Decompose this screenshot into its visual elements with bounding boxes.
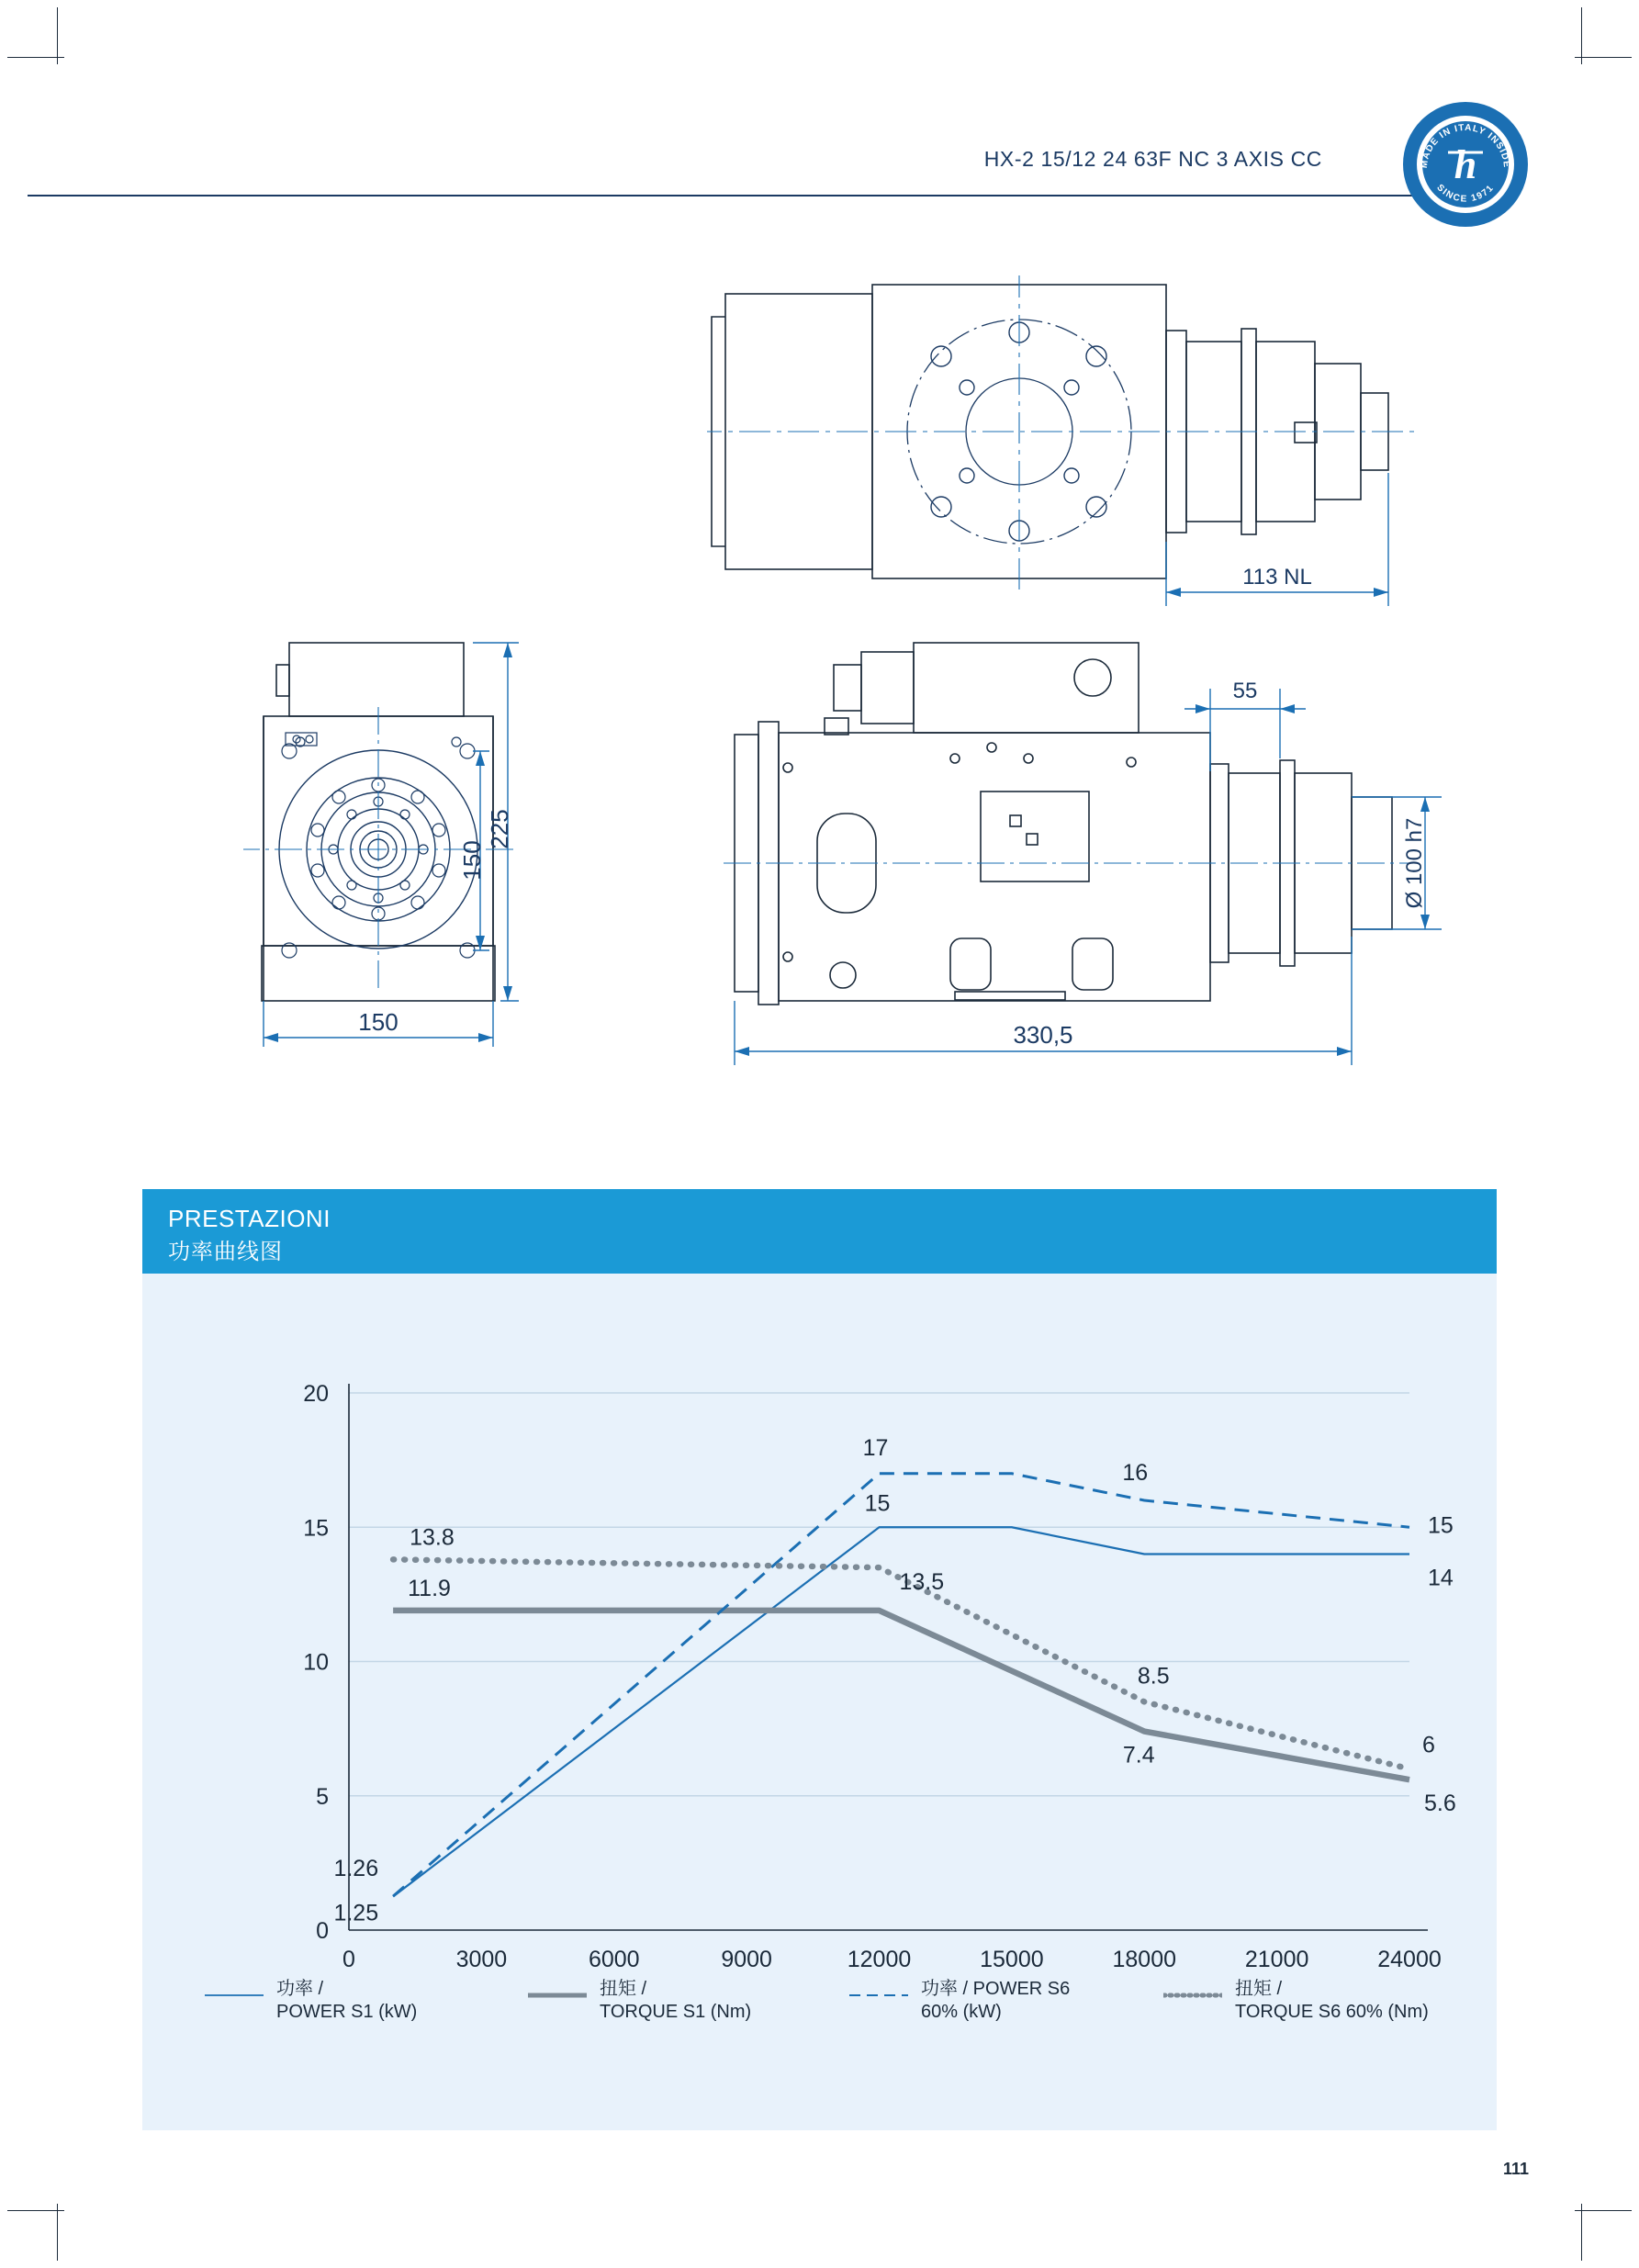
crop-mark: [57, 2204, 58, 2261]
data-label: 5.6: [1424, 1791, 1456, 1817]
legend-label-torque-s6: 扭矩 / TORQUE S6 60% (Nm): [1235, 1979, 1429, 2022]
crop-mark: [1581, 2204, 1582, 2261]
legend-swatch-power-s1: [205, 1993, 264, 1998]
data-label: 6: [1422, 1732, 1435, 1758]
legend-swatch-torque-s1: [528, 1993, 587, 1998]
data-label: 17: [862, 1434, 889, 1461]
dim-330-5: 330,5: [1013, 1021, 1073, 1049]
crop-mark: [7, 2210, 64, 2211]
legend-label-power-s6: 功率 / POWER S6 60% (kW): [921, 1979, 1071, 2022]
page-number: 111: [1502, 2160, 1529, 2178]
crop-mark: [1581, 7, 1582, 64]
dim-113nl: 113 NL: [1242, 565, 1312, 589]
header-divider: [28, 195, 1423, 196]
x-axis-tick-label: 24000: [1377, 1947, 1442, 1972]
x-axis-tick-label: 15000: [980, 1947, 1044, 1972]
series-line-dashed: [393, 1474, 1409, 1896]
x-axis-tick-label: 9000: [721, 1947, 772, 1972]
drawing-front-view: [243, 634, 675, 1120]
crop-mark: [57, 7, 58, 64]
y-axis-tick-label: 10: [303, 1649, 329, 1676]
data-label: 13.5: [899, 1569, 945, 1596]
y-axis-tick-label: 15: [303, 1515, 329, 1542]
x-axis-tick-label: 18000: [1112, 1947, 1177, 1972]
y-axis-tick-label: 20: [303, 1381, 329, 1407]
crop-mark: [1575, 2210, 1632, 2211]
x-axis-tick-label: 21000: [1244, 1947, 1309, 1972]
drawing-side-view: [716, 634, 1469, 1120]
dim-225: 225: [486, 809, 513, 849]
y-axis-tick-label: 5: [316, 1783, 329, 1810]
dim-55: 55: [1232, 679, 1258, 703]
crop-mark: [1575, 57, 1632, 58]
legend-swatch-power-s6: [849, 1993, 908, 1998]
data-label: 8.5: [1137, 1663, 1170, 1690]
data-label: 1.26: [333, 1856, 379, 1882]
data-label: 1.25: [333, 1900, 379, 1926]
data-label: 7.4: [1122, 1742, 1155, 1768]
chart-legend: [142, 1965, 1497, 2048]
x-axis-tick-label: 6000: [588, 1947, 640, 1972]
data-label: 16: [1122, 1460, 1149, 1486]
x-axis-tick-label: 12000: [847, 1947, 912, 1972]
dim-150-height: 150: [458, 840, 486, 881]
data-label: 13.8: [410, 1524, 455, 1551]
y-axis-tick-label: 0: [316, 1918, 329, 1944]
x-axis-tick-label: 0: [342, 1947, 355, 1972]
data-label: 15: [1428, 1512, 1454, 1539]
legend-label-torque-s1: 扭矩 / TORQUE S1 (Nm): [600, 1979, 752, 2022]
page-title: HX-2 15/12 24 63F NC 3 AXIS CC: [983, 147, 1322, 171]
performance-title-it: PRESTAZIONI: [168, 1205, 331, 1232]
data-label: 11.9: [408, 1575, 451, 1601]
legend-swatch-torque-s6: [1163, 1993, 1222, 1998]
x-axis-tick-label: 3000: [455, 1947, 508, 1972]
series-line-solid-thick: [393, 1611, 1409, 1780]
data-label: 14: [1428, 1565, 1454, 1591]
made-in-italy-badge: [1402, 101, 1529, 228]
svg-text:SINCE 1971: SINCE 1971: [1434, 182, 1497, 205]
svg-text:MADE IN ITALY INSIDE: MADE IN ITALY INSIDE: [1419, 122, 1512, 169]
performance-header: [142, 1189, 1497, 1274]
drawing-top-view: [707, 275, 1432, 643]
performance-title-cn: 功率曲线图: [168, 1240, 283, 1264]
crop-mark: [7, 57, 64, 58]
dim-bore: Ø 100 h7: [1402, 817, 1427, 909]
legend-label-power-s1: 功率 / POWER S1 (kW): [276, 1979, 418, 2022]
svg-text:h: h: [1454, 142, 1477, 187]
dim-150-width: 150: [358, 1008, 399, 1036]
data-label: 15: [864, 1490, 891, 1517]
